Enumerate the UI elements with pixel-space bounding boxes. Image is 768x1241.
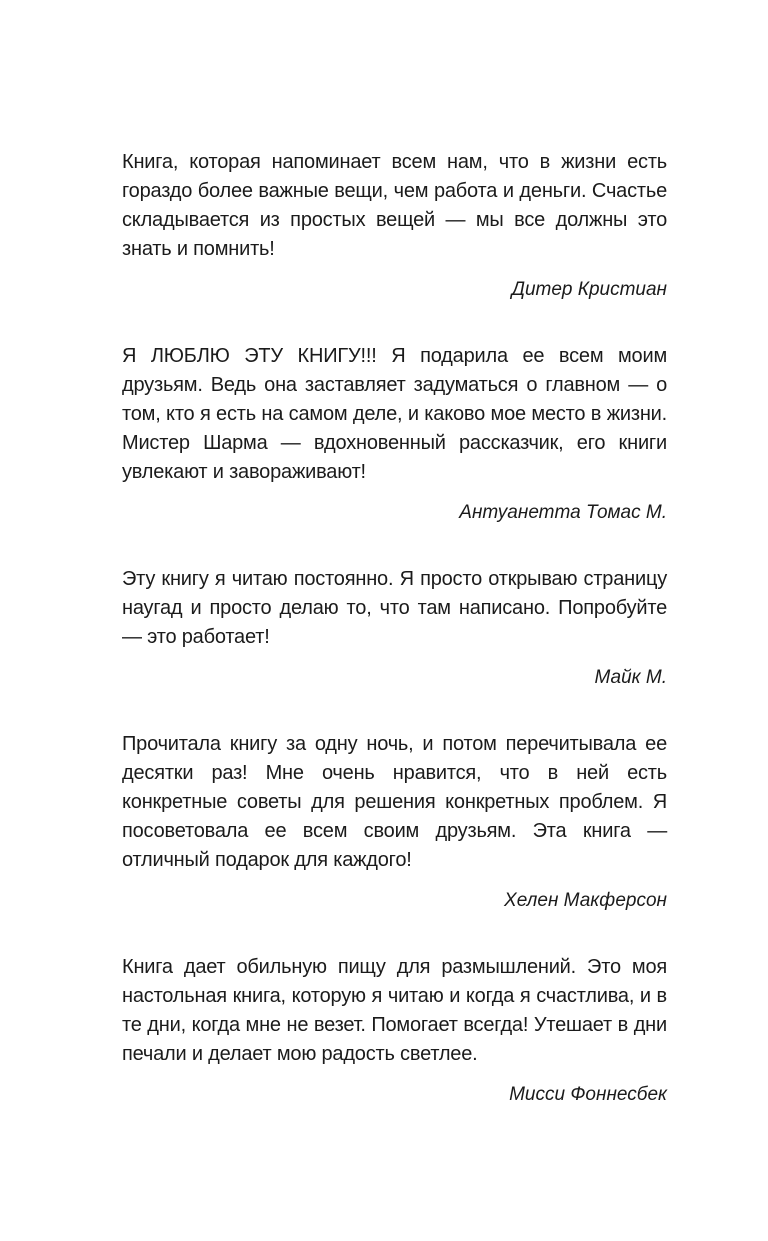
review-item — [122, 148, 667, 304]
review-item — [122, 565, 667, 692]
review-author: Майк М. — [594, 667, 667, 688]
review-item — [122, 730, 667, 915]
review-author: Антуанетта Томас М. — [459, 502, 667, 523]
review-text: Эту книгу я читаю постоянно. Я просто открываю страницу наугад и просто делаю то, что там написано. Попробуйте — это работает! — [122, 568, 667, 648]
review-author: Дитер Кристиан — [511, 279, 667, 300]
review-text: Прочитала книгу за одну ночь, и потом перечитывала ее десятки раз! Мне очень нравится, что в ней есть конкретные советы для решения конкретных проблем. Я посоветовала ее всем своим друзьям. Эта книга — отличный подарок для каждого! — [122, 733, 667, 871]
review-author: Мисси Фоннесбек — [509, 1084, 667, 1105]
review-item — [122, 953, 667, 1109]
review-item — [122, 342, 667, 527]
review-text: Книга, которая напоминает всем нам, что в жизни есть гораздо более важные вещи, чем работа и деньги. Счастье складывается из простых вещей — мы все должны это знать и помнить! — [122, 151, 667, 260]
testimonials-block — [122, 148, 667, 1147]
review-text: Я ЛЮБЛЮ ЭТУ КНИГУ!!! Я подарила ее всем моим друзьям. Ведь она заставляет задуматься о главном — о том, кто я есть на самом деле, и каково мое место в жизни. Мистер Шарма — вдохновенный рассказчик, его книги увлекают и завораживают! — [122, 345, 667, 483]
review-author: Хелен Макферсон — [504, 890, 667, 911]
review-text: Книга дает обильную пищу для размышлений. Это моя настольная книга, которую я читаю и когда я счастлива, и в те дни, когда мне не везет. Помогает всегда! Утешает в дни печали и делает мою радость светлее. — [122, 956, 667, 1065]
